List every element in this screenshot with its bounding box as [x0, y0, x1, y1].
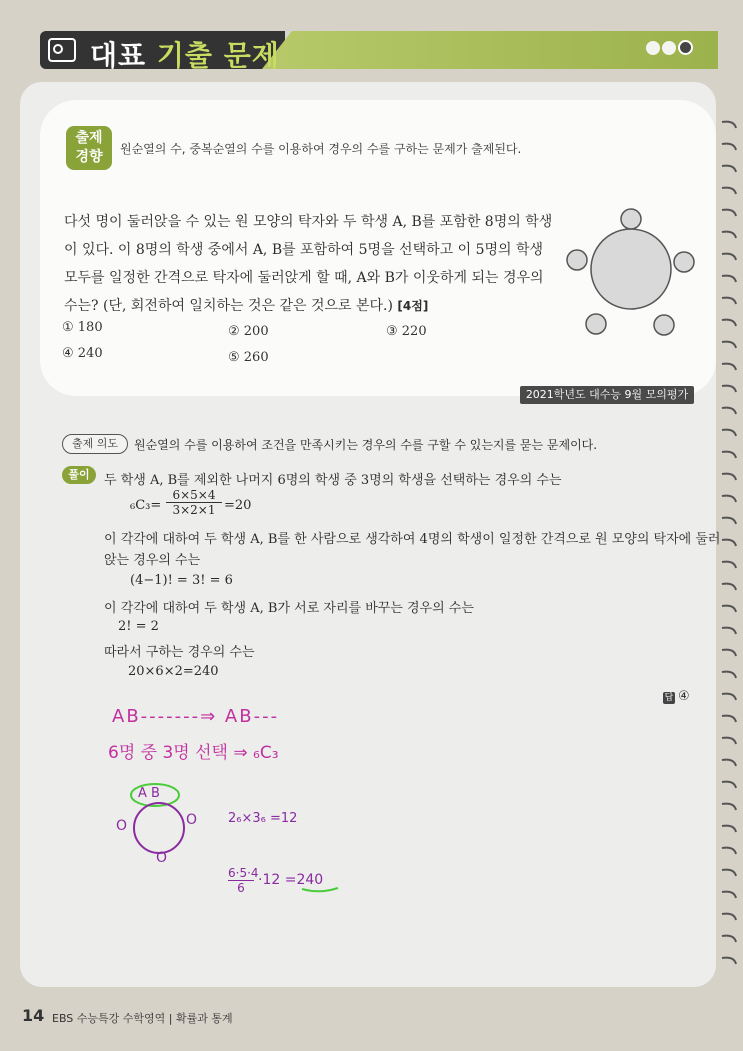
points-label: [4점] [397, 299, 429, 313]
page-number: 14 [22, 1006, 45, 1025]
answer-mark: 답 ④ [664, 689, 690, 704]
handwritten-seat: O [116, 818, 128, 834]
swap-line: 2! = 2 [118, 619, 159, 634]
choice-2[interactable]: ② 200 [228, 324, 269, 339]
handwritten-calc: 2₆×3₆ =12 [228, 811, 298, 826]
handwritten-calc: ·12 =240 [258, 872, 324, 888]
seat-circle [654, 315, 674, 335]
solution-line: 따라서 구하는 경우의 수는 [104, 645, 255, 660]
choice-4[interactable]: ④ 240 [62, 346, 103, 361]
problem-statement: 다섯 명이 둘러앉을 수 있는 원 모양의 탁자와 두 학생 A, B를 포함한 8명의 학생 이 있다. 이 8명의 학생 중에서 A, B를 포함하여 5명을 선택하고 이 5명의 학생 모두를 일정한 간격으로 탁자에 둘러앉게 할 때, A와 B가 이웃하게 되는 경우의 수는? (단, 회전하여 일치하는 것은 같은 것으로 본다.) [4점] [64, 214, 553, 314]
result-underline [300, 884, 340, 894]
solution-line: 이 각각에 대하여 두 학생 A, B가 서로 자리를 바꾸는 경우의 수는 [104, 601, 474, 616]
solution-line: 두 학생 A, B를 제외한 나머지 6명의 학생 중 3명의 학생을 선택하는 경우의 수는 [104, 473, 562, 488]
spiral-binding [718, 118, 742, 978]
trend-text: 원순열의 수, 중복순열의 수를 이용하여 경우의 수를 구하는 문제가 출제된다. [120, 142, 522, 156]
dot-icon [678, 40, 693, 55]
sketch-table [134, 803, 184, 853]
solution-line: 앉는 경우의 수는 [104, 553, 201, 568]
seat-circle [674, 252, 694, 272]
handwritten-ab: A B [138, 786, 160, 801]
solution-line: 이 각각에 대하여 두 학생 A, B를 한 사람으로 생각하여 4명의 학생이 일정한 간격으로 원 모양의 탁자에 둘러 [104, 532, 721, 547]
intent-tag: 출제 의도 [62, 434, 128, 454]
source-badge: 2021학년도 대수능 9월 모의평가 [520, 386, 694, 404]
trend-tag: 출제 경향 [66, 126, 112, 170]
permutation-line: (4−1)! = 3! = 6 [130, 573, 233, 588]
handwritten-seat: O [186, 812, 198, 828]
final-line: 20×6×2=240 [128, 664, 219, 679]
handwritten-seat: O [156, 850, 168, 866]
handwritten-note: AB-------⇒ AB--- [112, 706, 280, 727]
seat-circle [621, 209, 641, 229]
solution-tag: 풀이 [62, 466, 96, 484]
combination-lhs: ₆C₃= [130, 498, 162, 513]
choice-5[interactable]: ⑤ 260 [228, 350, 269, 365]
combination-fraction: $\frac{6\times 5\times 4}{3\times 2\times 1}$ [166, 488, 222, 517]
choice-1[interactable]: ① 180 [62, 320, 103, 335]
choice-3[interactable]: ③ 220 [386, 324, 427, 339]
page-title: 대표 기출 문제 [90, 39, 280, 72]
seat-circle [567, 250, 587, 270]
header-dots [646, 40, 695, 59]
footer-text: EBS 수능특강 수학영역 | 확률과 통계 [52, 1012, 233, 1025]
combination-rhs: =20 [224, 498, 252, 513]
round-table-diagram [560, 204, 700, 344]
seat-circle [586, 314, 606, 334]
handwritten-note: 6명 중 3명 선택 ⇒ ₆C₃ [108, 743, 279, 763]
table-circle [591, 229, 671, 309]
handwritten-fraction: 6·5·4 6 [228, 866, 259, 895]
dot-icon [662, 41, 676, 55]
answer-icon: 답 [664, 693, 674, 703]
dot-icon [646, 41, 660, 55]
intent-text: 원순열의 수를 이용하여 조건을 만족시키는 경우의 수를 구할 수 있는지를 묻는 문제이다. [134, 438, 598, 452]
camera-icon [48, 38, 76, 62]
